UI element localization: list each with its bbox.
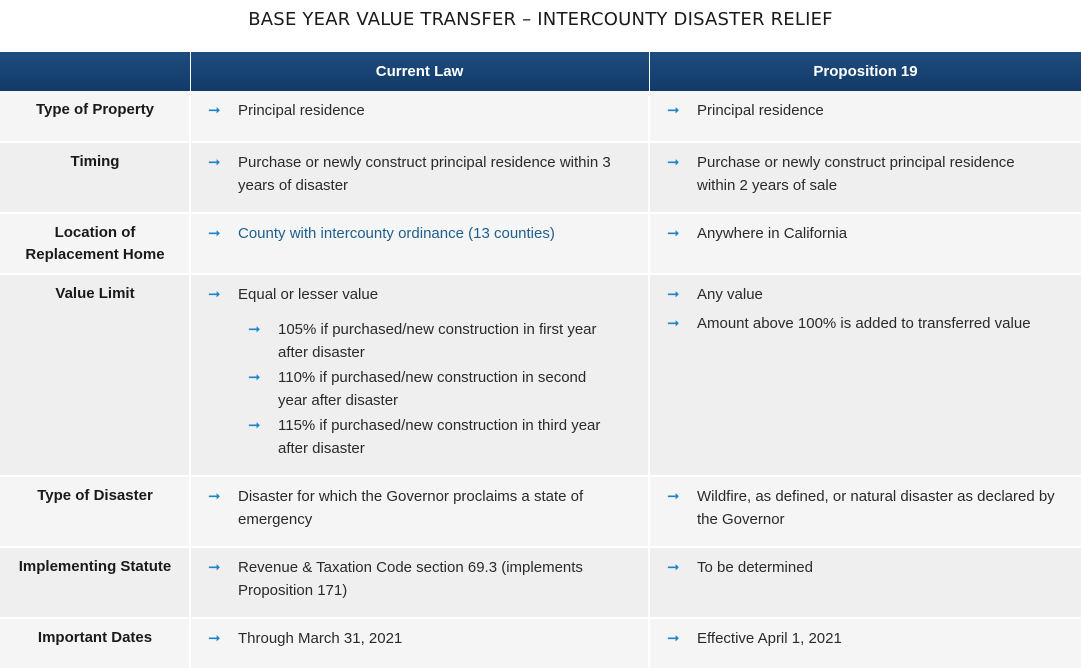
header-divider — [190, 52, 191, 91]
right-arrow-icon: ➞ — [667, 488, 680, 505]
table-row: Important Dates ➞ Through March 31, 2021 ➞ Effective April 1, 2021 — [0, 619, 1081, 668]
row-label-important-dates: Important Dates — [37, 629, 153, 646]
column-header-proposition-19: Proposition 19 — [813, 63, 918, 80]
row-label-location-of-replacement-home: Location of Replacement Home — [25, 224, 165, 263]
table-row: Timing ➞ Purchase or newly construct principal residence within 3 years of disaster ➞ Purchase or newly construct principal residence within 2 years of sale — [0, 143, 1081, 214]
right-arrow-icon: ➞ — [667, 559, 680, 576]
right-arrow-icon: ➞ — [208, 154, 221, 171]
right-arrow-icon: ➞ — [208, 630, 221, 647]
table-row: Value Limit ➞ Equal or lesser value ➞ 105% if purchased/new construction in first year after disaster ➞ 110% if purchased/new construction in second year after disaster ➞ 115% if purchased/new construction in third year after disaster ➞ Any value ➞ Amount above 100% is added to transferred value — [0, 275, 1081, 477]
right-arrow-icon: ➞ — [208, 488, 221, 505]
table-row: Type of Property ➞ Principal residence ➞ Principal residence — [0, 91, 1081, 143]
column-header-current-law: Current Law — [375, 63, 464, 80]
table-row: Implementing Statute ➞ Revenue & Taxation Code section 69.3 (implements Proposition 171) ➞ To be determined — [0, 548, 1081, 619]
right-arrow-icon: ➞ — [667, 630, 680, 647]
row-label-timing: Timing — [70, 153, 120, 170]
row-label-implementing-statute: Implementing Statute — [18, 558, 172, 575]
right-arrow-icon: ➞ — [248, 321, 261, 338]
comparison-table — [0, 52, 1081, 668]
page-title: BASE YEAR VALUE TRANSFER – INTERCOUNTY DISASTER RELIEF — [248, 9, 833, 30]
right-arrow-icon: ➞ — [208, 225, 221, 242]
row-label-value-limit: Value Limit — [55, 285, 135, 302]
row-label-type-of-disaster: Type of Disaster — [37, 487, 153, 504]
row-label-type-of-property: Type of Property — [35, 101, 155, 118]
right-arrow-icon: ➞ — [208, 286, 221, 303]
right-arrow-icon: ➞ — [667, 154, 680, 171]
right-arrow-icon: ➞ — [667, 225, 680, 242]
right-arrow-icon: ➞ — [667, 102, 680, 119]
right-arrow-icon: ➞ — [208, 559, 221, 576]
table-header — [0, 52, 1081, 91]
right-arrow-icon: ➞ — [667, 286, 680, 303]
right-arrow-icon: ➞ — [667, 315, 680, 332]
right-arrow-icon: ➞ — [248, 369, 261, 386]
table-row: Location of Replacement Home ➞ County with intercounty ordinance (13 counties) ➞ Anywhere in California — [0, 214, 1081, 275]
table-row: Type of Disaster ➞ Disaster for which the Governor proclaims a state of emergency ➞ Wildfire, as defined, or natural disaster as declared by the Governor — [0, 477, 1081, 548]
right-arrow-icon: ➞ — [208, 102, 221, 119]
right-arrow-icon: ➞ — [248, 417, 261, 434]
county-ordinance-link[interactable]: County with intercounty ordinance (13 counties) — [238, 225, 555, 242]
